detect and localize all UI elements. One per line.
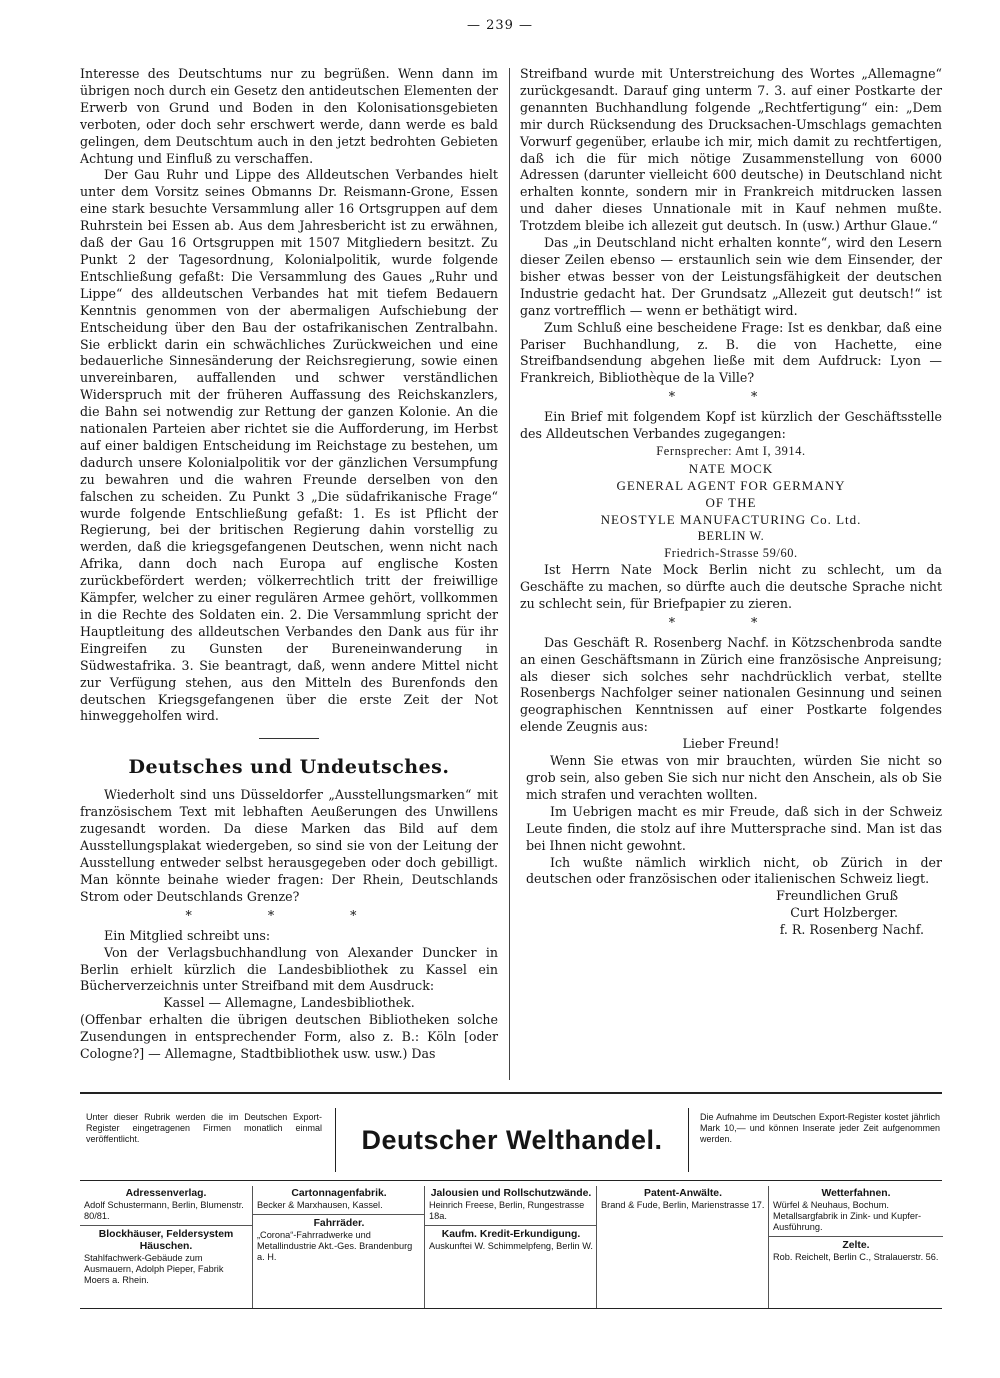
letter-signature: Curt Holzberger.	[790, 905, 898, 921]
letterhead	[520, 443, 942, 562]
letter-paragraph-2: Im Uebrigen macht es mir Freude, daß sich in der Schweiz Leute finden, die stolz auf ihre Muttersprache sind. Man ist das bei Ihnen nicht gewohnt.	[526, 803, 942, 853]
directory-column-3	[424, 1186, 597, 1308]
letter-paragraph-1: Wenn Sie etwas von mir brauchten, würden Sie nicht so grob sein, also geben Sie sich nur nicht den Anschein, als ob Sie mich strafen und verachten wollten.	[526, 753, 942, 802]
column-divider	[509, 68, 510, 1080]
page-number: — 239 —	[466, 18, 534, 33]
letterhead-name: NATE MOCK	[688, 461, 774, 477]
right-paragraph-5: Ist Herrn Nate Mock Berlin nicht zu schlecht, um da Geschäfte zu machen, so dürfte auch die deutsche Sprache nicht zu schlecht sein, für Briefpapier zu zieren.	[520, 562, 942, 611]
directory-divider	[769, 1236, 943, 1237]
footer-left-notice: Unter dieser Rubrik werden die im Deutschen Export-Register eingetragenen Firmen monatlich einmal veröffentlicht.	[86, 1112, 322, 1144]
left-column	[80, 66, 498, 1063]
directory-category: Jalousien und Rollschutzwände.	[430, 1188, 592, 1199]
right-column	[520, 66, 942, 939]
footer-right-notice: Die Aufnahme im Deutschen Export-Register kostet jährlich Mark 10,— und können Inserate jeder Zeit aufgenommen werden.	[700, 1112, 940, 1144]
letter-paragraph-3: Ich wußte nämlich wirklich nicht, ob Zürich in der deutschen oder französischen oder italienischen Schweiz liegt.	[526, 854, 942, 887]
directory-bottom-rule	[80, 1308, 942, 1309]
letterhead-of: OF THE	[705, 495, 757, 511]
right-paragraph-6: Das Geschäft R. Rosenberg Nachf. in Kötzschenbroda sandte an einen Geschäftsmann in Zürich eine französische Anpreisung; als dieser sich solches sehr nachdrücklich verbat, stellte Rosenbergs Nachfolger seiner nationalen Gesinnung und seinen geographischen Kenntnissen auf einer Postkarte folgendes elende Zeugnis aus:	[520, 634, 942, 735]
left-paragraph-duncker: Von der Verlagsbuchhandlung von Alexander Duncker in Berlin erhielt kürzlich die Landesbibliothek zu Kassel ein Bücherverzeichnis unter Streifband mit dem Ausdruck:	[80, 944, 498, 994]
letterhead-company: NEOSTYLE MANUFACTURING Co. Ltd.	[600, 512, 862, 528]
letterhead-role: GENERAL AGENT FOR GERMANY	[616, 478, 846, 494]
business-directory	[80, 1186, 942, 1306]
left-paragraph-1: Interesse des Deutschtums nur zu begrüßen. Wenn dann im übrigen noch durch ein Gesetz den antideutschen Elementen der Erwerb von Grund und Boden in den Kolonisationsgebieten verboten, oder doch sehr erschwert werde, dann werde es bald gelingen, dem Deutschtum auch in den jetzt bedrohten Gebieten Achtung und Einfluß zu verschaffen.	[80, 66, 498, 166]
directory-column-4	[596, 1186, 769, 1308]
directory-column-1	[80, 1186, 252, 1308]
directory-top-rule	[80, 1180, 942, 1181]
directory-entry: Adolf Schustermann, Berlin, Blumenstr. 80/81.	[84, 1200, 244, 1221]
right-paragraph-3: Zum Schluß eine bescheidene Frage: Ist es denkbar, daß eine Pariser Buchhandlung, z. B. die von Hachette, eine Streifbandsendung abgehen ließe mit dem Aufdruck: Lyon — Frankreich, Bibliothèque de la Ville?	[520, 319, 942, 386]
directory-category: Patent-Anwälte.	[644, 1188, 722, 1199]
directory-entry: Becker & Marxhausen, Kassel.	[257, 1200, 383, 1210]
directory-entry: Stahlfachwerk-Gebäude zum Ausmauern, Adolph Pieper, Fabrik Moers a. Rhein.	[84, 1253, 224, 1285]
section-title: Deutsches und Undeutsches.	[128, 756, 450, 779]
directory-entry: Auskunftei W. Schimmelpfeng, Berlin W.	[429, 1241, 593, 1251]
directory-divider	[425, 1225, 597, 1226]
asterisk-divider: * *	[668, 614, 794, 630]
directory-entry: Würfel & Neuhaus, Bochum. Metallsargfabrik in Zink- und Kupfer-Ausführung.	[773, 1200, 922, 1232]
directory-column-5	[768, 1186, 943, 1308]
directory-category: Blockhäuser, Feldersystem Häuschen.	[98, 1229, 234, 1252]
section-divider	[259, 738, 319, 739]
asterisk-divider: * * *	[185, 907, 393, 923]
letterhead-phone: Fernsprecher: Amt I, 3914.	[656, 444, 806, 459]
directory-category: Kaufm. Kredit-Erkundigung.	[441, 1229, 581, 1240]
footer-banner-title: Deutscher Welthandel.	[335, 1108, 689, 1172]
directory-category: Adressenverlag.	[125, 1188, 207, 1199]
left-address-line: Kassel — Allemagne, Landesbibliothek.	[163, 995, 415, 1011]
letter-closing: Freundlichen Gruß	[776, 888, 898, 904]
directory-entry: Heinrich Freese, Berlin, Rungestrasse 18a.	[429, 1200, 585, 1221]
directory-category: Zelte.	[842, 1240, 870, 1251]
left-paragraph-ausstellungsmarken: Wiederholt sind uns Düsseldorfer „Ausstellungsmarken“ mit französischem Text mit lebhaften Aeußerungen des Unwillens zugesandt worden. Da diese Marken das Bild auf dem Ausstellungsplakat wiedergeben, so sind sie von der Leitung der Ausstellung entweder selbst herausgegeben oder doch gebilligt. Man könnte beinahe wieder fragen: Der Rhein, Deutschlands Strom oder Deutschlands Grenze?	[80, 787, 498, 904]
directory-category: Wetterfahnen.	[821, 1188, 891, 1199]
letterhead-city: BERLIN W.	[697, 529, 765, 544]
left-paragraph-gau-ruhr-lippe: Der Gau Ruhr und Lippe des Alldeutschen Verbandes hielt unter dem Vorsitz seines Obmanns Dr. Reismann-Grone, Essen eine stark besuchte Versammlung aller 16 Ortsgruppen auf dem Ruhrstein bei Essen ab. Aus dem Jahresbericht ist zu erwähnen, daß der Gau 16 Ortsgruppen mit 1507 Mitgliedern besitzt. Zu Punkt 2 der Tagesordnung, Kolonialpolitik, wurde folgende Entschließung gefaßt: Die Versammlung des Gaues „Ruhr und Lippe“ des alldeutschen Verbandes hat mit tiefem Bedauern Kenntnis genommen von der abermaligen Aufschiebung der Entscheidung über den Bau der ostafrikanischen Zentralbahn. Sie erblickt darin ein schwächliches Zurückweichen und eine bedauerliche Sinnesänderung der Reichsregierung, sowie einen unvereinbaren, auffallenden und schwer verständlichen Widerspruch mit der früheren Auffassung des Reichskanzlers, die Bahn sei notwendig zur Rettung der ganzen Kolonie. An die nationalen Parteien aber richtet sie die Aufforderung, im Herbst auf einer baldigen Entscheidung im Reichstage zu bestehen, um dadurch unsere Kolonialpolitik vor der gänzlichen Versumpfung zu bewahren und die wahren Freunde derselben von den falschen zu scheiden. Zu Punkt 3 „Die südafrikanische Frage“ wurde folgende Entschließung gefaßt: 1. Es ist Pflicht der Regierung, bei der britischen Regierung dahin vorstellig zu werden, daß die kriegsgefangenen Deutschen, wenn nicht nach Afrika, dann doch nach Europa auf englische Kosten zurückbefördert werden; völkerrechtlich tritt der freiwillige Kämpfer, welcher zu einer regulären Armee gehört, vollkommen in die Rechte des Soldaten ein. 2. Die Versammlung spricht der Hauptleitung des alldeutschen Verbandes den Dank aus für ihr Eingreifen zu Gunsten der Bureneinwanderung in Südwestafrika. 3. Sie beantragt, daß, wenn andere Mittel nicht zur Verfügung stehen, aus den Mitteln des Burenfonds den deutschen Kriegsgefangenen über die erste Zeit der Not hinweggeholfen wird.	[80, 167, 498, 724]
footer-top-rule	[80, 1092, 942, 1094]
left-paragraph-offenbar: (Offenbar erhalten die übrigen deutschen Bibliotheken solche Zusendungen in entsprechender Form, also z. B.: Köln [oder Cologne?] — Allemagne, Stadtbibliothek usw. usw.) Das	[80, 1012, 498, 1062]
asterisk-divider: * *	[668, 389, 794, 405]
directory-category: Fahrräder.	[313, 1218, 365, 1229]
directory-divider	[80, 1225, 252, 1226]
directory-entry: Rob. Reichelt, Berlin C., Stralauerstr. 56.	[773, 1252, 939, 1262]
directory-entry: Brand & Fude, Berlin, Marienstrasse 17.	[601, 1200, 765, 1210]
letter-greeting: Lieber Freund!	[682, 736, 780, 752]
directory-entry: „Corona“-Fahrradwerke und Metallindustrie Akt.-Ges. Brandenburg a. H.	[257, 1230, 413, 1262]
right-paragraph-4: Ein Brief mit folgendem Kopf ist kürzlich der Geschäftsstelle des Alldeutschen Verbandes zugegangen:	[520, 409, 942, 442]
right-paragraph-2: Das „in Deutschland nicht erhalten konnte“, wird den Lesern dieser Zeilen ebenso — erstaunlich sein wie dem Einsender, der bisher etwas besser von der Leistungsfähigkeit der deutschen Industrie gedacht hat. Der Grundsatz „Allezeit gut deutsch!“ ist ganz vortrefflich — wenn er bethätigt wird.	[520, 235, 942, 318]
left-paragraph-member-writes: Ein Mitglied schreibt uns:	[104, 927, 271, 943]
letter-signature-firm: f. R. Rosenberg Nachf.	[779, 922, 924, 938]
letterhead-street: Friedrich-Strasse 59/60.	[664, 546, 798, 561]
right-paragraph-1: Streifband wurde mit Unterstreichung des Wortes „Allemagne“ zurückgesandt. Darauf ging unterm 7. 3. auf einer Postkarte der genannten Buchhandlung folgende „Rechtfertigung“ ein: „Dem mir durch Rücksendung des Drucksachen-Umschlags gemachten Vorwurf gegenüber, erlaube ich mir, mich damit zu rechtfertigen, daß ich die für mich nötige Zusammenstellung von 6000 Adressen (darunter vielleicht 600 deutsche) in Deutschland nicht erhalten konnte, sondern mir in Frankreich mitdrucken lassen und daher dieses Unnationale mit in Kauf nehmen mußte. Trotzdem bleibe ich allezeit gut deutsch. In (usw.) Arthur Glaue.“	[520, 66, 942, 234]
directory-category: Cartonnagenfabrik.	[291, 1188, 387, 1199]
directory-column-2	[252, 1186, 425, 1308]
directory-divider	[253, 1214, 425, 1215]
